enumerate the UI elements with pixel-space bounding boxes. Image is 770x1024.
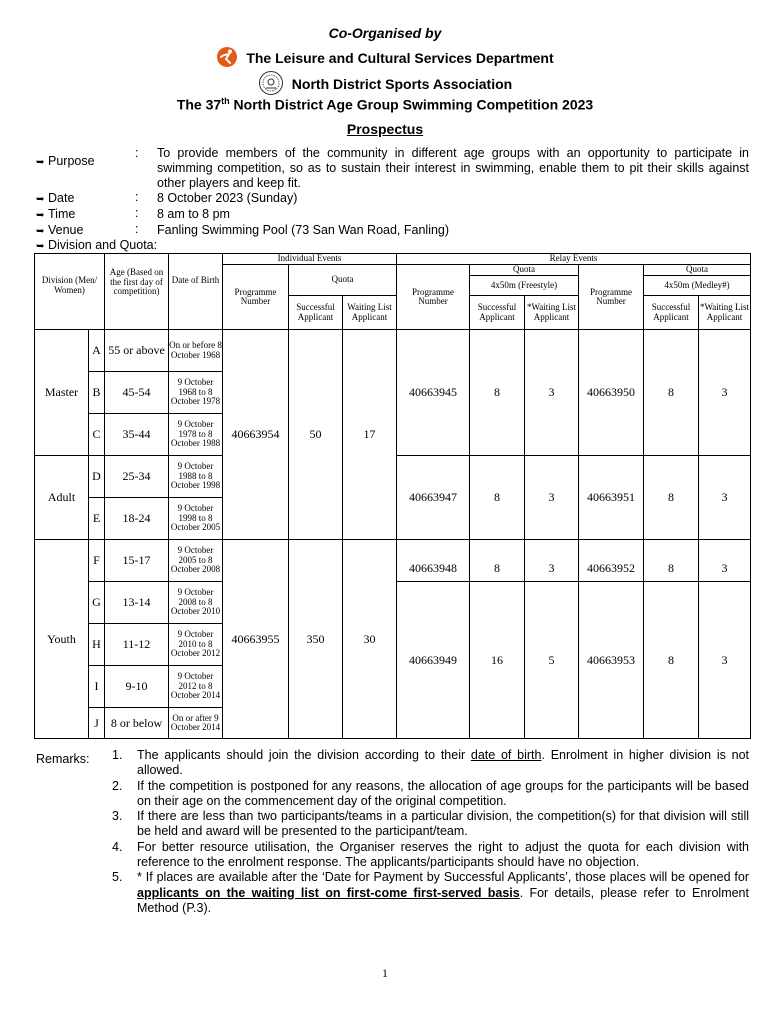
organiser-lcsd [0,46,770,68]
row-age: 11-12 [105,624,169,666]
remark-item [112,870,749,916]
freestyle-programme: 40663948 [397,540,470,582]
freestyle-programme: 40663947 [397,456,470,540]
row-age: 18-24 [105,498,169,540]
row-dob: 9 October 2005 to 8 October 2008 [169,540,223,582]
row-letter: J [89,708,105,739]
header-medley-quota: Quota [644,265,751,276]
medley-programme: 40663950 [579,330,644,456]
remark-number: 3. [112,809,123,824]
co-organised-by: Co-Organised by [328,25,442,41]
date-value: 8 October 2023 (Sunday) [157,191,298,205]
freestyle-programme: 40663945 [397,330,470,456]
remarks-list [112,748,749,916]
remark-text: . Enrolment in higher division is not allowed. [137,748,749,778]
row-letter: C [89,414,105,456]
division-quota-label [36,238,157,252]
lcsd-logo-icon [216,46,238,68]
header-date-of-birth: Date of Birth [169,254,223,330]
header-individual-successful: Successful Applicant [289,296,343,330]
organiser-lcsd-name: The Leisure and Cultural Services Department [246,50,554,66]
title-prefix: The 37 [176,96,222,113]
row-age: 25-34 [105,456,169,498]
freestyle-successful: 8 [470,456,525,540]
page-number: 1 [382,966,388,980]
bullet-arrow-icon: ➥ [36,194,45,205]
freestyle-successful: 16 [470,582,525,739]
time-value: 8 am to 8 pm [157,207,230,221]
title-ordinal: th [221,96,230,106]
medley-programme: 40663951 [579,456,644,540]
freestyle-waiting: 3 [525,456,579,540]
title-suffix: North District Age Group Swimming Competition 2023 [229,96,594,113]
venue-label [36,223,83,237]
row-letter: F [89,540,105,582]
row-age: 9-10 [105,666,169,708]
bullet-arrow-icon: ➥ [36,157,45,168]
header-medley-waiting: *Waiting List Applicant [699,296,751,330]
competition-title [0,96,770,113]
remark-item [112,840,749,871]
date-label [36,191,74,205]
header-age: Age (Based on the first day of competition) [105,254,169,330]
medley-programme: 40663953 [579,582,644,739]
remark-text: * If places are available after the ‘Date for Payment by Successful Applicants’, those places will be opened for [137,870,749,885]
header-individual-programme: Programme Number [223,265,289,330]
header-individual-quota: Quota [289,265,397,296]
row-age: 55 or above [105,330,169,372]
freestyle-programme: 40663949 [397,582,470,739]
prospectus-heading [0,121,770,137]
division-quota-text: Division and Quota: [48,238,158,252]
header-medley-successful: Successful Applicant [644,296,699,330]
row-letter: G [89,582,105,624]
remark-number: 5. [112,870,123,885]
medley-successful: 8 [644,540,699,582]
row-age: 13-14 [105,582,169,624]
header-freestyle-quota: Quota [470,265,579,276]
ndsa-logo-icon [258,70,284,96]
row-age: 35-44 [105,414,169,456]
colon: : [135,190,139,204]
header-individual-events: Individual Events [223,254,397,265]
row-dob: On or after 9 October 2014 [169,708,223,739]
individual-successful: 350 [289,540,343,739]
medley-waiting: 3 [699,330,751,456]
remark-emphasis: date of birth [470,748,542,762]
table-row [35,540,751,582]
remark-text: If the competition is postponed for any reasons, the allocation of age groups for the participants will be based on their age on the commencement day of the original competition. [137,778,749,808]
division-adult: Adult [35,456,89,540]
row-letter: B [89,372,105,414]
freestyle-waiting: 5 [525,582,579,739]
bullet-arrow-icon: ➥ [36,226,45,237]
prospectus-label: Prospectus [346,121,424,137]
purpose-label-text: Purpose [48,154,95,168]
time-label-text: Time [48,207,76,221]
row-dob: 9 October 2010 to 8 October 2012 [169,624,223,666]
remark-item [112,779,749,810]
row-dob: 9 October 1978 to 8 October 1988 [169,414,223,456]
remark-number: 1. [112,748,123,762]
freestyle-waiting: 3 [525,540,579,582]
medley-successful: 8 [644,330,699,456]
row-dob: 9 October 1998 to 8 October 2005 [169,498,223,540]
row-letter: H [89,624,105,666]
row-letter: E [89,498,105,540]
remark-text: For better resource utilisation, the Organiser reserves the right to adjust the quota for each division with reference to the enrolment response. The applicants/participants should have no objection. [137,839,749,870]
header-freestyle-waiting: *Waiting List Applicant [525,296,579,330]
row-dob: On or before 8 October 1968 [169,330,223,372]
division-quota-table [34,253,751,739]
remark-text: The applicants should join the division according to their [137,748,471,762]
medley-successful: 8 [644,582,699,739]
header-freestyle-programme: Programme Number [397,265,470,330]
row-age: 15-17 [105,540,169,582]
row-letter: A [89,330,105,372]
venue-value: Fanling Swimming Pool (73 San Wan Road, Fanling) [157,223,450,237]
header-division: Division (Men/ Women) [35,254,105,330]
division-youth: Youth [35,540,89,739]
header-individual-waiting: Waiting List Applicant [343,296,397,330]
header-freestyle-successful: Successful Applicant [470,296,525,330]
division-master: Master [35,330,89,456]
individual-programme: 40663954 [223,330,289,540]
individual-programme: 40663955 [223,540,289,739]
individual-successful: 50 [289,330,343,540]
individual-waiting: 30 [343,540,397,739]
medley-waiting: 3 [699,582,751,739]
colon: : [135,206,139,220]
purpose-label [36,154,95,168]
medley-programme: 40663952 [579,540,644,582]
medley-waiting: 3 [699,456,751,540]
row-dob: 9 October 2012 to 8 October 2014 [169,666,223,708]
remark-number: 2. [112,778,123,793]
date-label-text: Date [48,191,75,205]
header-medley-programme: Programme Number [579,265,644,330]
colon: : [135,222,139,236]
row-dob: 9 October 1968 to 8 October 1978 [169,372,223,414]
header-relay-events: Relay Events [397,254,751,265]
bullet-arrow-icon: ➥ [36,210,45,221]
freestyle-successful: 8 [470,330,525,456]
row-age: 8 or below [105,708,169,739]
remark-item [112,748,749,779]
freestyle-successful: 8 [470,540,525,582]
header-freestyle: 4x50m (Freestyle) [470,276,579,296]
freestyle-waiting: 3 [525,330,579,456]
row-dob: 9 October 1988 to 8 October 1998 [169,456,223,498]
medley-waiting: 3 [699,540,751,582]
remark-text: If there are less than two participants/teams in a particular division, the competition(s) for that division will still be held and award will be presented to the participant/team. [137,809,749,839]
remark-number: 4. [112,839,123,854]
colon: : [135,146,139,160]
organiser-ndsa-name: North District Sports Association [291,76,513,92]
purpose-value: To provide members of the community in different age groups with an opportunity to participate in swimming competition, so as to sustain their interest in swimming, enable them to pit their skills against other players and keep fit. [157,146,749,190]
remark-item [112,809,749,840]
individual-waiting: 17 [343,330,397,540]
time-label [36,207,75,221]
row-dob: 9 October 2008 to 8 October 2010 [169,582,223,624]
row-letter: I [89,666,105,708]
table-row [35,330,751,372]
row-letter: D [89,456,105,498]
remark-text: . For details, please refer to Enrolment Method (P.3). [137,885,749,915]
bullet-arrow-icon: ➥ [36,241,45,252]
remark-emphasis: applicants on the waiting list on first-come first-served basis [137,885,520,900]
organiser-ndsa [0,70,770,96]
venue-label-text: Venue [48,223,84,237]
row-age: 45-54 [105,372,169,414]
remarks-label: Remarks: [36,752,90,766]
medley-successful: 8 [644,456,699,540]
header-medley: 4x50m (Medley#) [644,276,751,296]
